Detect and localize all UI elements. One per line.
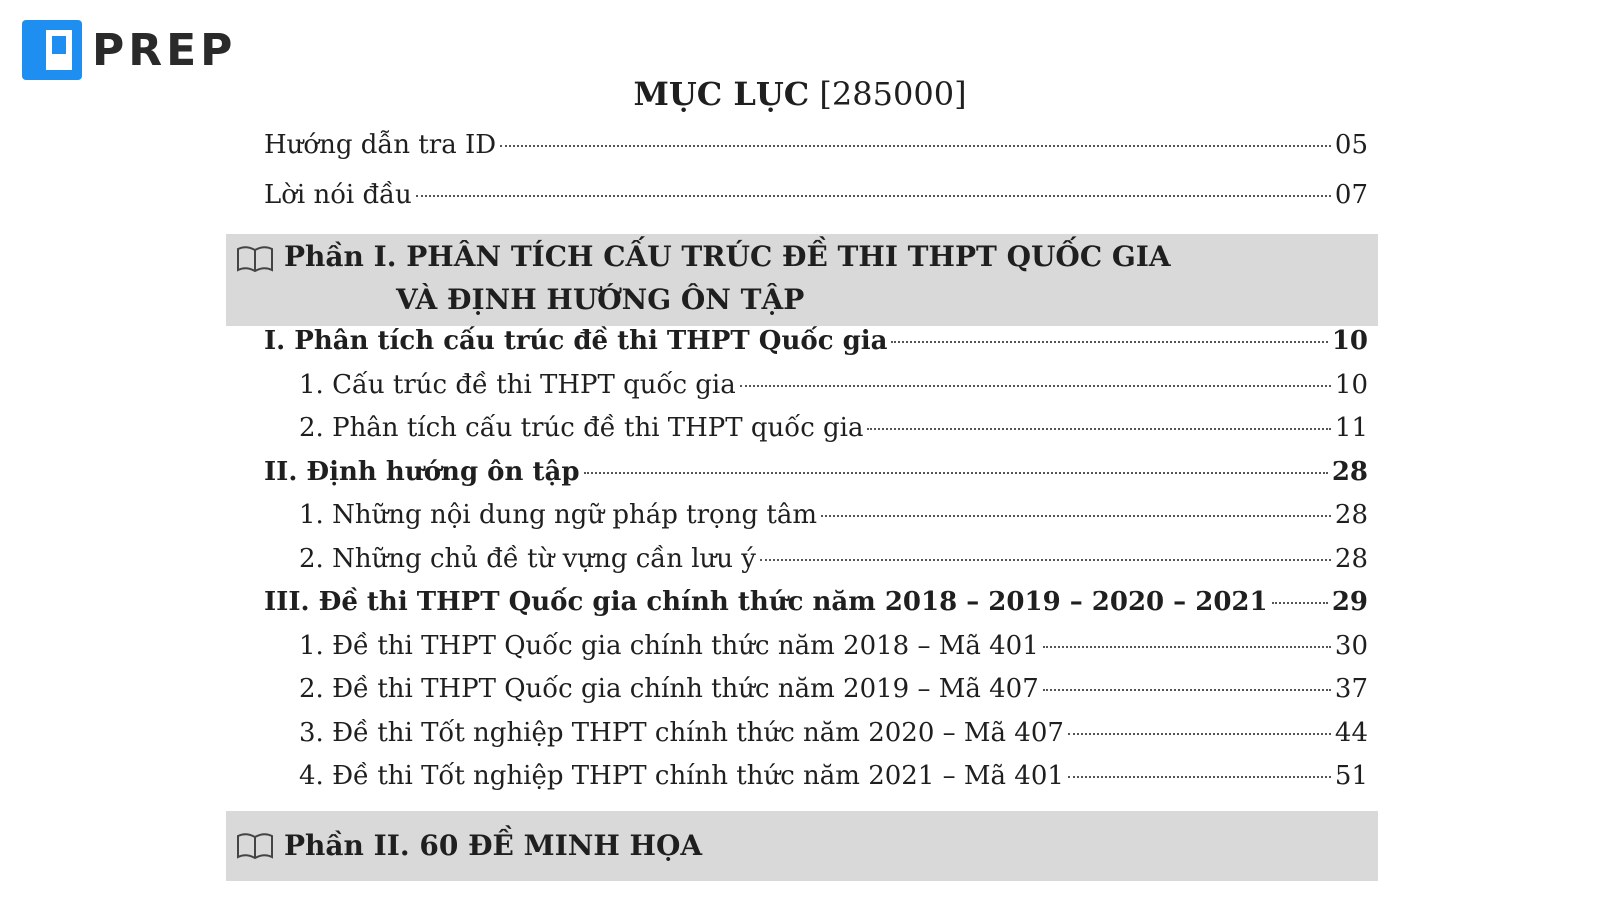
toc-entry-label: 1. Những nội dung ngữ pháp trọng tâm (299, 500, 817, 530)
open-book-icon (236, 831, 274, 861)
part-title-line2: VÀ ĐỊNH HƯỚNG ÔN TẬP (396, 283, 805, 316)
brand-name: PREP (92, 24, 237, 76)
toc-entry-label: Hướng dẫn tra ID (264, 130, 497, 160)
toc-entry-label: 2. Những chủ đề từ vựng cần lưu ý (299, 543, 756, 574)
toc-entry-page: 11 (1334, 413, 1368, 443)
dot-leader (740, 385, 1331, 387)
dot-leader (1068, 776, 1331, 778)
part-heading (226, 234, 1378, 326)
dot-leader (1043, 646, 1331, 648)
toc-entry-label: III. Đề thi THPT Quốc gia chính thức năm 2018 – 2019 – 2020 – 2021 (264, 587, 1268, 617)
toc-entry[interactable] (226, 180, 1378, 230)
toc-entry-page: 28 (1334, 500, 1368, 530)
dot-leader (584, 472, 1328, 474)
toc-entry[interactable] (226, 674, 1378, 718)
part2-title: Phần II. 60 ĐỀ MINH HỌA (284, 829, 703, 862)
toc-entry-page: 30 (1334, 630, 1368, 661)
prep-logo (22, 20, 236, 80)
part-heading (226, 811, 1378, 881)
toc-entry-label: I. Phân tích cấu trúc đề thi THPT Quốc gia (264, 326, 888, 356)
toc-entry-page: 10 (1334, 369, 1368, 400)
toc-entry[interactable] (226, 544, 1378, 588)
toc-entry[interactable] (226, 587, 1378, 631)
toc-entry-label: 3. Đề thi Tốt nghiệp THPT chính thức năm 2020 – Mã 407 (299, 717, 1064, 748)
toc-entry-label: 1. Đề thi THPT Quốc gia chính thức năm 2018 – Mã 401 (299, 630, 1039, 661)
dot-leader (821, 515, 1331, 517)
toc-entry-label: 1. Cấu trúc đề thi THPT quốc gia (299, 369, 736, 400)
toc-entry-page: 28 (1331, 456, 1368, 487)
prep-logo-icon (22, 20, 82, 80)
dot-leader (1043, 689, 1331, 691)
toc-entry-label: 4. Đề thi Tốt nghiệp THPT chính thức năm 2021 – Mã 401 (299, 761, 1064, 791)
toc-entry-page: 51 (1334, 761, 1368, 791)
toc-entry-page: 05 (1334, 130, 1368, 160)
toc-entry-label: 2. Đề thi THPT Quốc gia chính thức năm 2019 – Mã 407 (299, 674, 1039, 704)
page-title (0, 75, 1600, 113)
part-title-line1: Phần I. PHÂN TÍCH CẤU TRÚC ĐỀ THI THPT QUỐC GIA (284, 240, 1171, 273)
toc-entry-label: 2. Phân tích cấu trúc đề thi THPT quốc gia (299, 413, 864, 443)
dot-leader (760, 559, 1331, 561)
toc-entry[interactable] (226, 130, 1378, 180)
dot-leader (867, 428, 1330, 430)
dot-leader (500, 145, 1331, 147)
toc-entry[interactable] (226, 326, 1378, 370)
toc-entry[interactable] (226, 457, 1378, 501)
title-main: MỤC LỤC (633, 75, 810, 113)
toc-entry[interactable] (226, 500, 1378, 544)
toc-entry[interactable] (226, 413, 1378, 457)
toc-entry-label: Lời nói đầu (264, 180, 412, 210)
toc-entry-page: 44 (1334, 717, 1368, 748)
toc-entry[interactable] (226, 370, 1378, 414)
toc-entry-page: 37 (1334, 674, 1368, 704)
toc-entry[interactable] (226, 718, 1378, 762)
dot-leader (1068, 733, 1331, 735)
toc-entry-page: 28 (1334, 543, 1368, 574)
title-code: [285000] (819, 75, 967, 113)
toc-entry-page: 10 (1331, 326, 1368, 356)
toc-entry-page: 29 (1331, 587, 1368, 617)
dot-leader (1272, 602, 1328, 604)
table-of-contents (226, 130, 1378, 881)
toc-entry-page: 07 (1334, 180, 1368, 210)
toc-entry[interactable] (226, 631, 1378, 675)
dot-leader (891, 341, 1327, 343)
toc-entry[interactable] (226, 761, 1378, 805)
dot-leader (416, 195, 1331, 197)
open-book-icon (236, 244, 274, 274)
toc-entry-label: II. Định hướng ôn tập (264, 456, 580, 487)
